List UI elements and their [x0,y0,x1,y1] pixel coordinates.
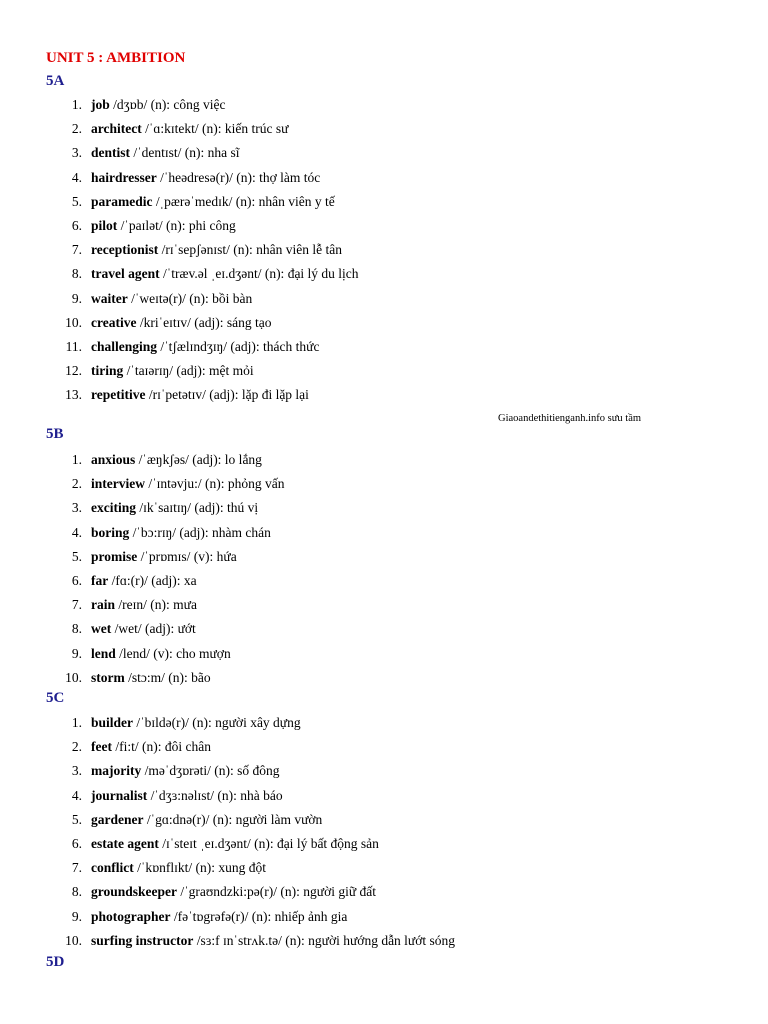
item-text [91,240,342,260]
item-number: 2. [71,739,82,755]
item-number: 13. [65,387,82,403]
section-heading-5d: 5D [46,954,65,970]
vocab-definition: /rɪˈsepʃənɪst/ (n): nhân viên lễ tân [158,242,342,258]
item-text [91,571,197,591]
section-heading-5c: 5C [46,690,65,706]
item-text [91,619,196,639]
vocab-word: waiter [91,290,128,306]
vocab-word: exciting [91,500,136,516]
item-text [91,931,455,951]
vocab-definition: /ˈheədresə(r)/ (n): thợ làm tóc [156,169,321,185]
item-text [91,498,258,518]
item-text [91,450,262,470]
item-number: 7. [71,597,82,613]
item-number: 2. [71,121,82,137]
vocab-definition: /fi:t/ (n): đôi chân [111,739,211,755]
item-number: 2. [71,476,82,492]
item-number: 3. [71,500,82,516]
vocab-definition: /ˈgɑ:dnə(r)/ (n): người làm vườn [143,811,323,827]
item-number: 7. [71,860,82,876]
item-number: 9. [71,290,82,306]
item-number: 5. [71,548,82,564]
item-number: 10. [65,669,82,685]
vocab-word: repetitive [91,387,146,403]
vocab-word: conflict [91,860,134,876]
item-text [91,337,319,357]
vocab-definition: /wet/ (adj): ướt [111,621,196,637]
vocab-word: far [91,573,109,588]
item-number: 10. [65,314,82,330]
vocab-definition: /ɪkˈsaɪtɪŋ/ (adj): thú vị [136,500,259,516]
vocab-word: interview [91,476,145,492]
vocab-word: groundskeeper [91,884,178,900]
vocab-definition: /məˈdʒɒrəti/ (n): số đông [141,763,280,779]
item-text [91,786,283,806]
vocab-definition: /reɪn/ (n): mưa [115,597,197,613]
item-number: 1. [71,452,82,467]
item-text [91,95,226,115]
vocab-word: journalist [91,787,148,803]
vocab-definition: /ˈtaɪərɪŋ/ (adj): mệt mỏi [123,363,254,379]
item-text [91,761,280,781]
vocab-word: travel agent [91,266,160,282]
vocab-word: hairdresser [91,169,157,185]
item-number: 4. [71,524,82,540]
section-heading-5a: 5A [46,73,65,89]
vocab-definition: /ˈprɒmɪs/ (v): hứa [137,548,237,564]
vocab-word: builder [91,715,134,730]
item-number: 8. [71,266,82,282]
vocab-word: challenging [91,339,158,354]
vocab-definition: /ˌpærəˈmedɪk/ (n): nhân viên y tế [152,193,335,209]
item-number: 12. [65,363,82,379]
vocab-definition: /stɔ:m/ (n): bão [124,669,211,685]
item-number: 9. [71,645,82,661]
item-text [91,858,266,878]
vocab-definition: /ˈtʃælɪndʒɪŋ/ (adj): thách thức [157,339,320,354]
item-number: 1. [71,97,82,112]
vocab-definition: /kriˈeɪtɪv/ (adj): sáng tạo [136,314,272,330]
item-text [91,168,320,188]
vocab-word: anxious [91,452,136,467]
item-number: 1. [71,715,82,730]
item-number: 5. [71,811,82,827]
item-number: 11. [65,339,82,354]
vocab-definition: /ˈbɪldə(r)/ (n): người xây dựng [133,715,301,730]
item-text [91,264,359,284]
source-credit: Giaoandethitienganh.info sưu tầm [498,413,642,424]
item-text [91,737,211,757]
item-number: 3. [71,763,82,779]
item-text [91,119,288,139]
vocab-definition: /ˈdʒɜ:nəlɪst/ (n): nhà báo [147,787,283,803]
vocab-definition: /ˈɑ:kɪtekt/ (n): kiến trúc sư [141,121,289,137]
item-text [91,713,301,733]
vocab-word: storm [91,669,125,685]
vocab-definition: /ˈpaɪlət/ (n): phi công [117,218,236,233]
item-text [91,810,322,830]
vocab-definition: /fəˈtɒgrəfə(r)/ (n): nhiếp ảnh gia [170,908,348,924]
item-text [91,523,271,543]
item-text [91,834,379,854]
vocab-word: paramedic [91,193,153,209]
vocab-definition: /ˈtræv.əl ˌeɪ.dʒənt/ (n): đại lý du lịch [159,266,359,282]
vocab-definition: /ˈdentɪst/ (n): nha sĩ [130,145,240,161]
vocab-definition: /ˈweɪtə(r)/ (n): bồi bàn [127,290,253,306]
item-text [91,907,347,927]
vocab-word: receptionist [91,242,159,258]
item-text [91,882,376,902]
vocab-word: architect [91,121,142,137]
vocab-word: pilot [91,218,118,233]
item-text [91,216,236,236]
vocab-word: estate agent [91,836,159,851]
item-text [91,668,211,688]
vocab-definition: /fɑ:(r)/ (adj): xa [108,573,197,588]
vocab-word: creative [91,314,137,330]
vocab-definition: /ˈbɔ:rɪŋ/ (adj): nhàm chán [129,524,271,540]
vocab-word: boring [91,524,130,540]
vocab-word: lend [91,645,116,661]
vocab-word: job [91,97,110,112]
vocab-word: promise [91,548,138,564]
item-text [91,313,271,333]
item-text [91,595,197,615]
item-number: 6. [71,836,82,851]
vocab-definition: /lend/ (v): cho mượn [115,645,231,661]
item-number: 4. [71,787,82,803]
vocab-definition: /ɪˈsteɪt ˌeɪ.dʒənt/ (n): đại lý bất động sản [158,836,379,851]
item-text [91,385,309,405]
vocab-word: surfing instructor [91,932,194,948]
vocab-word: wet [91,621,112,637]
vocab-word: rain [91,597,116,613]
item-number: 8. [71,884,82,900]
item-text [91,644,231,664]
unit-title: UNIT 5 : AMBITION [46,50,186,66]
vocab-word: photographer [91,908,171,924]
item-number: 6. [71,218,82,233]
vocab-definition: /ˈæŋkʃəs/ (adj): lo lắng [135,452,262,467]
item-number: 3. [71,145,82,161]
vocab-definition: /sɜ:f ɪnˈstrʌk.tə/ (n): người hướng dẫn lướt sóng [193,932,456,948]
vocab-definition: /ˈgraʊndzki:pə(r)/ (n): người giữ đất [177,884,377,900]
vocab-definition: /ˈkɒnflɪkt/ (n): xung đột [133,860,267,876]
item-number: 6. [71,573,82,588]
vocab-word: tiring [91,363,124,379]
item-text [91,289,252,309]
vocab-definition: /dʒɒb/ (n): công việc [109,97,226,112]
item-number: 7. [71,242,82,258]
vocab-definition: /rɪˈpetətɪv/ (adj): lặp đi lặp lại [145,387,309,403]
vocab-word: gardener [91,811,144,827]
item-number: 9. [71,908,82,924]
item-text [91,143,240,163]
item-number: 8. [71,621,82,637]
section-heading-5b: 5B [46,426,64,442]
item-number: 10. [65,932,82,948]
vocab-word: majority [91,763,142,779]
item-number: 5. [71,193,82,209]
vocab-definition: /ˈɪntəvju:/ (n): phỏng vấn [144,476,285,492]
vocab-word: dentist [91,145,131,161]
vocab-word: feet [91,739,112,755]
item-number: 4. [71,169,82,185]
item-text [91,192,335,212]
item-text [91,547,237,567]
item-text [91,474,284,494]
item-text [91,361,254,381]
